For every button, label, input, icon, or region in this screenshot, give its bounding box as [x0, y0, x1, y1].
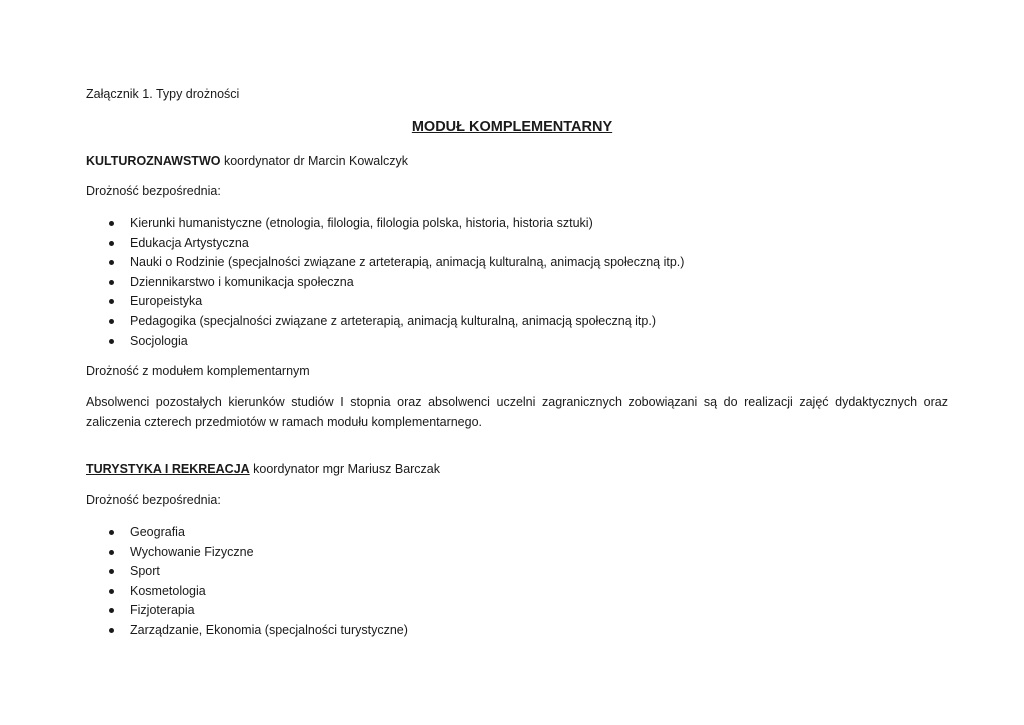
list-item [86, 312, 684, 332]
bullet-icon [109, 280, 114, 285]
bullet-icon [109, 241, 114, 246]
section-name: KULTUROZNAWSTWO [86, 154, 221, 168]
bullet-icon [109, 550, 114, 555]
list-item [86, 523, 408, 543]
list-item [86, 543, 408, 563]
bullet-icon [109, 260, 114, 265]
list-item-text: Edukacja Artystyczna [130, 235, 249, 250]
list-item [86, 601, 408, 621]
direct-path-label: Drożność bezpośrednia: [86, 184, 221, 198]
bullet-icon [109, 339, 114, 344]
section-coordinator: koordynator dr Marcin Kowalczyk [220, 154, 409, 168]
list-item-text: Zarządzanie, Ekonomia (specjalności turystyczne) [130, 622, 408, 637]
section-coordinator: koordynator mgr Mariusz Barczak [249, 462, 441, 476]
direct-path-list [86, 214, 684, 351]
bullet-icon [109, 569, 114, 574]
bullet-icon [109, 608, 114, 613]
section-heading-turystyka [86, 462, 440, 476]
attachment-caption: Załącznik 1. Typy drożności [86, 87, 240, 101]
list-item [86, 582, 408, 602]
list-item-text: Kierunki humanistyczne (etnologia, filologia, filologia polska, historia, historia sztuki) [130, 216, 593, 230]
direct-path-list [86, 523, 408, 641]
page-title: MODUŁ KOMPLEMENTARNY [411, 119, 613, 135]
list-item-text: Dziennikarstwo i komunikacja społeczna [130, 274, 354, 289]
list-item [86, 273, 684, 293]
list-item-text: Wychowanie Fizyczne [130, 544, 254, 559]
bullet-icon [109, 319, 114, 324]
list-item-text: Sport [130, 564, 160, 579]
bullet-icon [109, 628, 114, 633]
bullet-icon [109, 221, 114, 226]
list-item [86, 234, 684, 254]
list-item-text: Fizjoterapia [130, 603, 195, 618]
list-item [86, 621, 408, 641]
list-item-text: Europeistyka [130, 294, 203, 309]
list-item-text: Nauki o Rodzinie (specjalności związane z arteterapią, animacją kulturalną, animacją społeczną itp.) [130, 255, 685, 270]
list-item [86, 562, 408, 582]
list-item-text: Socjologia [130, 333, 188, 348]
list-item-text: Kosmetologia [130, 583, 206, 598]
list-item-text: Pedagogika (specjalności związane z arteterapią, animacją kulturalną, animacją społeczną itp.) [130, 313, 656, 328]
list-item-text: Geografia [130, 525, 185, 539]
list-item [86, 292, 684, 312]
section-heading-kulturoznawstwo [86, 154, 408, 168]
list-item [86, 214, 684, 234]
complementary-path-text: Absolwenci pozostałych kierunków studiów I stopnia oraz absolwenci uczelni zagranicznych zobowiązani są do realizacji zajęć dydaktycznych oraz zaliczenia czterech przedmiotów w ramach modułu komplementarnego. [86, 395, 948, 429]
bullet-icon [109, 589, 114, 594]
bullet-icon [109, 299, 114, 304]
list-item [86, 332, 684, 352]
direct-path-label: Drożność bezpośrednia: [86, 493, 221, 507]
bullet-icon [109, 530, 114, 535]
complementary-path-label: Drożność z modułem komplementarnym [86, 364, 310, 378]
list-item [86, 253, 684, 273]
section-name: TURYSTYKA I REKREACJA [86, 462, 250, 476]
